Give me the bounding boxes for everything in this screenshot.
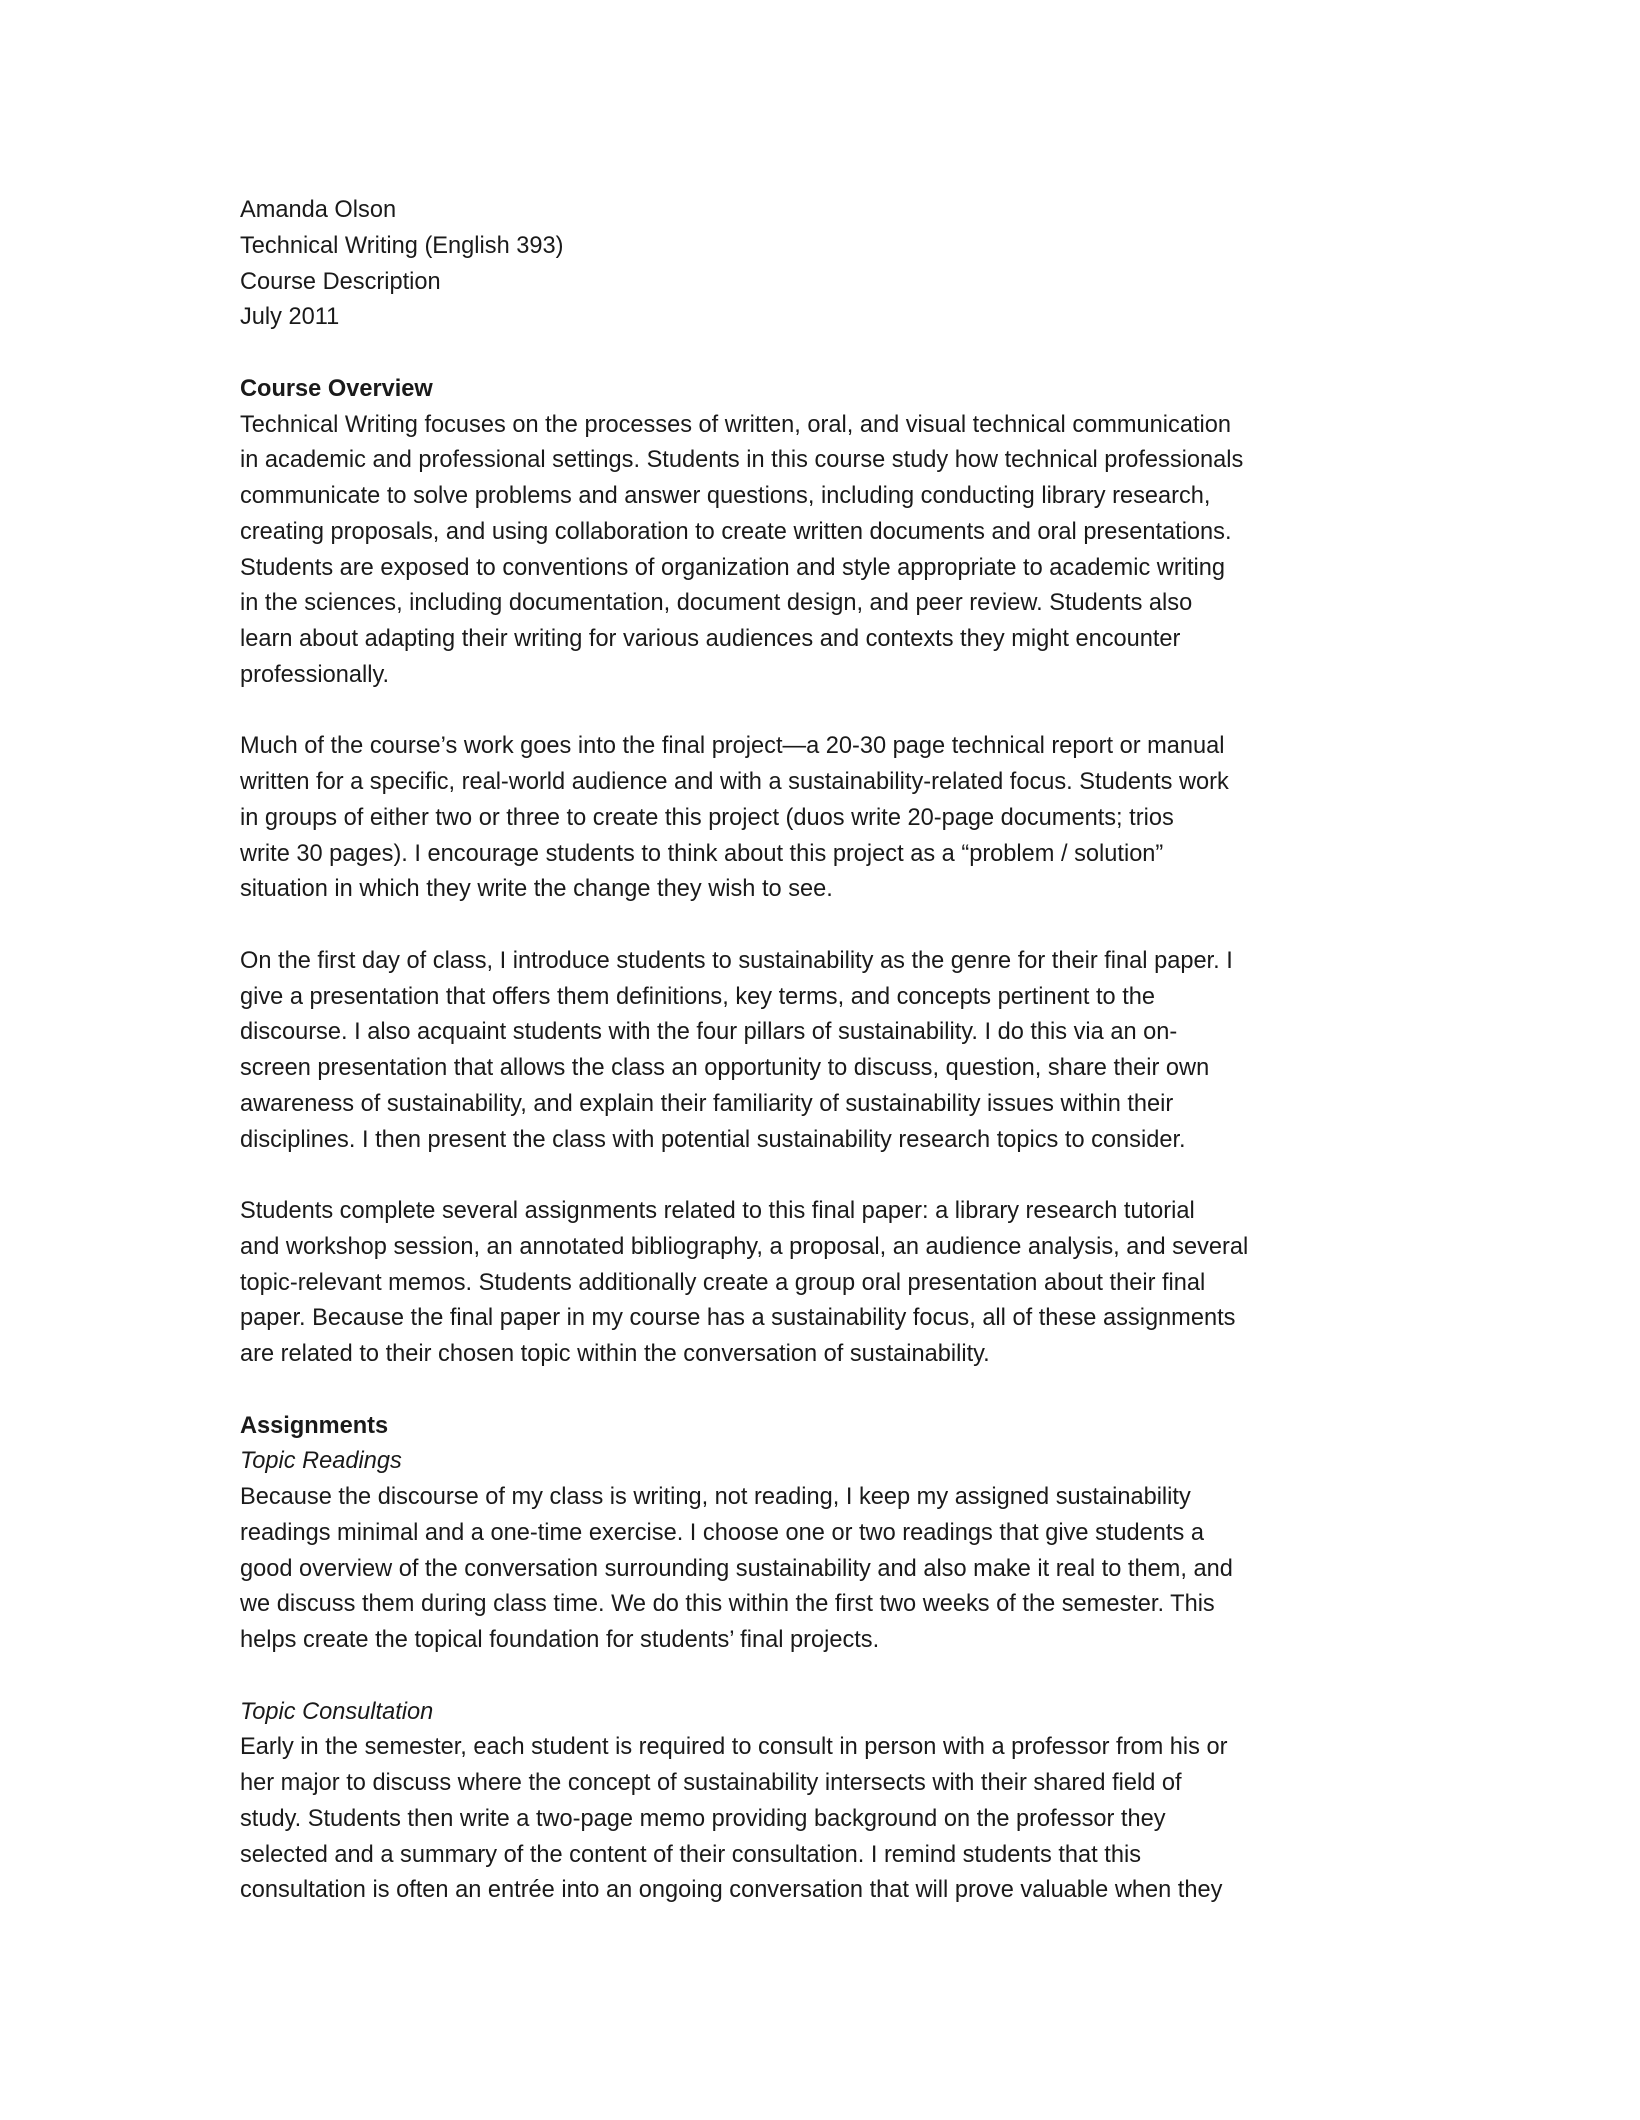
text-line: On the first day of class, I introduce students to sustainability as the genre for their final paper. I: [240, 947, 1233, 974]
text-line: good overview of the conversation surrounding sustainability and also make it real to them, and: [240, 1555, 1233, 1582]
text-line: professionally.: [240, 661, 390, 688]
topic-readings-paragraph: [240, 1480, 1406, 1659]
overview-paragraph-3: [240, 944, 1406, 1159]
text-line: written for a specific, real-world audience and with a sustainability-related focus. Students work: [240, 769, 1229, 795]
author-name: Amanda Olson: [240, 197, 397, 223]
text-line: in academic and professional settings. Students in this course study how technical professionals: [240, 447, 1244, 474]
text-line: write 30 pages). I encourage students to think about this project as a “problem / solution”: [240, 840, 1164, 867]
text-line: disciplines. I then present the class with potential sustainability research topics to consider.: [240, 1126, 1186, 1153]
text-line: topic-relevant memos. Students additionally create a group oral presentation about their final: [240, 1269, 1206, 1296]
document-type: Course Description: [240, 268, 441, 295]
text-line: awareness of sustainability, and explain their familiarity of sustainability issues within their: [240, 1090, 1174, 1117]
text-line: her major to discuss where the concept of sustainability intersects with their shared field of: [240, 1770, 1182, 1796]
text-line: selected and a summary of the content of their consultation. I remind students that this: [240, 1841, 1141, 1868]
text-line: readings minimal and a one-time exercise. I choose one or two readings that give students a: [240, 1519, 1204, 1546]
text-line: Because the discourse of my class is writing, not reading, I keep my assigned sustainability: [240, 1484, 1191, 1510]
text-line: Students are exposed to conventions of organization and style appropriate to academic writing: [240, 554, 1225, 581]
topic-consultation-paragraph: [240, 1730, 1406, 1909]
text-line: are related to their chosen topic within the conversation of sustainability.: [240, 1341, 990, 1367]
document-date: July 2011: [240, 304, 340, 331]
overview-paragraph-4-block: [240, 1194, 1406, 1373]
overview-paragraph-2: [240, 729, 1406, 908]
topic-consultation-block: [240, 1695, 1406, 1910]
text-line: we discuss them during class time. We do this within the first two weeks of the semester. This: [240, 1591, 1215, 1618]
text-line: creating proposals, and using collaboration to create written documents and oral presentations.: [240, 518, 1232, 545]
course-name: Technical Writing (English 393): [240, 232, 564, 259]
overview-paragraph-3-block: [240, 944, 1406, 1159]
overview-paragraph-1: [240, 408, 1406, 694]
document-body: [240, 193, 1406, 1909]
subheading-topic-consultation: Topic Consultation: [240, 1698, 434, 1725]
text-line: give a presentation that offers them definitions, key terms, and concepts pertinent to the: [240, 983, 1156, 1010]
text-line: Students complete several assignments related to this final paper: a library research tutorial: [240, 1198, 1195, 1224]
text-line: helps create the topical foundation for students’ final projects.: [240, 1627, 880, 1653]
section-heading-assignments: Assignments: [240, 1412, 389, 1439]
text-line: and workshop session, an annotated bibliography, a proposal, an audience analysis, and several: [240, 1233, 1249, 1260]
section-heading-overview: Course Overview: [240, 375, 433, 402]
text-line: paper. Because the final paper in my course has a sustainability focus, all of these assignments: [240, 1305, 1236, 1332]
document-header: [240, 193, 1406, 336]
text-line: consultation is often an entrée into an ongoing conversation that will prove valuable when they: [240, 1877, 1223, 1904]
course-overview-section: [240, 372, 1406, 694]
text-line: learn about adapting their writing for various audiences and contexts they might encounter: [240, 626, 1181, 652]
text-line: Much of the course’s work goes into the final project—a 20-30 page technical report or manual: [240, 733, 1225, 760]
subheading-topic-readings: Topic Readings: [240, 1448, 402, 1475]
text-line: in groups of either two or three to create this project (duos write 20-page documents; trios: [240, 804, 1174, 831]
text-line: Technical Writing focuses on the processes of written, oral, and visual technical communication: [240, 411, 1231, 438]
assignments-section: [240, 1409, 1406, 1659]
overview-paragraph-2-block: [240, 729, 1406, 908]
text-line: communicate to solve problems and answer questions, including conducting library research,: [240, 483, 1211, 509]
text-line: screen presentation that allows the class an opportunity to discuss, question, share their own: [240, 1055, 1210, 1081]
overview-paragraph-4: [240, 1194, 1406, 1373]
text-line: situation in which they write the change they wish to see.: [240, 876, 833, 903]
text-line: discourse. I also acquaint students with the four pillars of sustainability. I do this via an on-: [240, 1019, 1178, 1046]
text-line: Early in the semester, each student is required to consult in person with a professor from his or: [240, 1734, 1228, 1761]
text-line: study. Students then write a two-page memo providing background on the professor they: [240, 1805, 1166, 1832]
text-line: in the sciences, including documentation, document design, and peer review. Students also: [240, 590, 1193, 617]
